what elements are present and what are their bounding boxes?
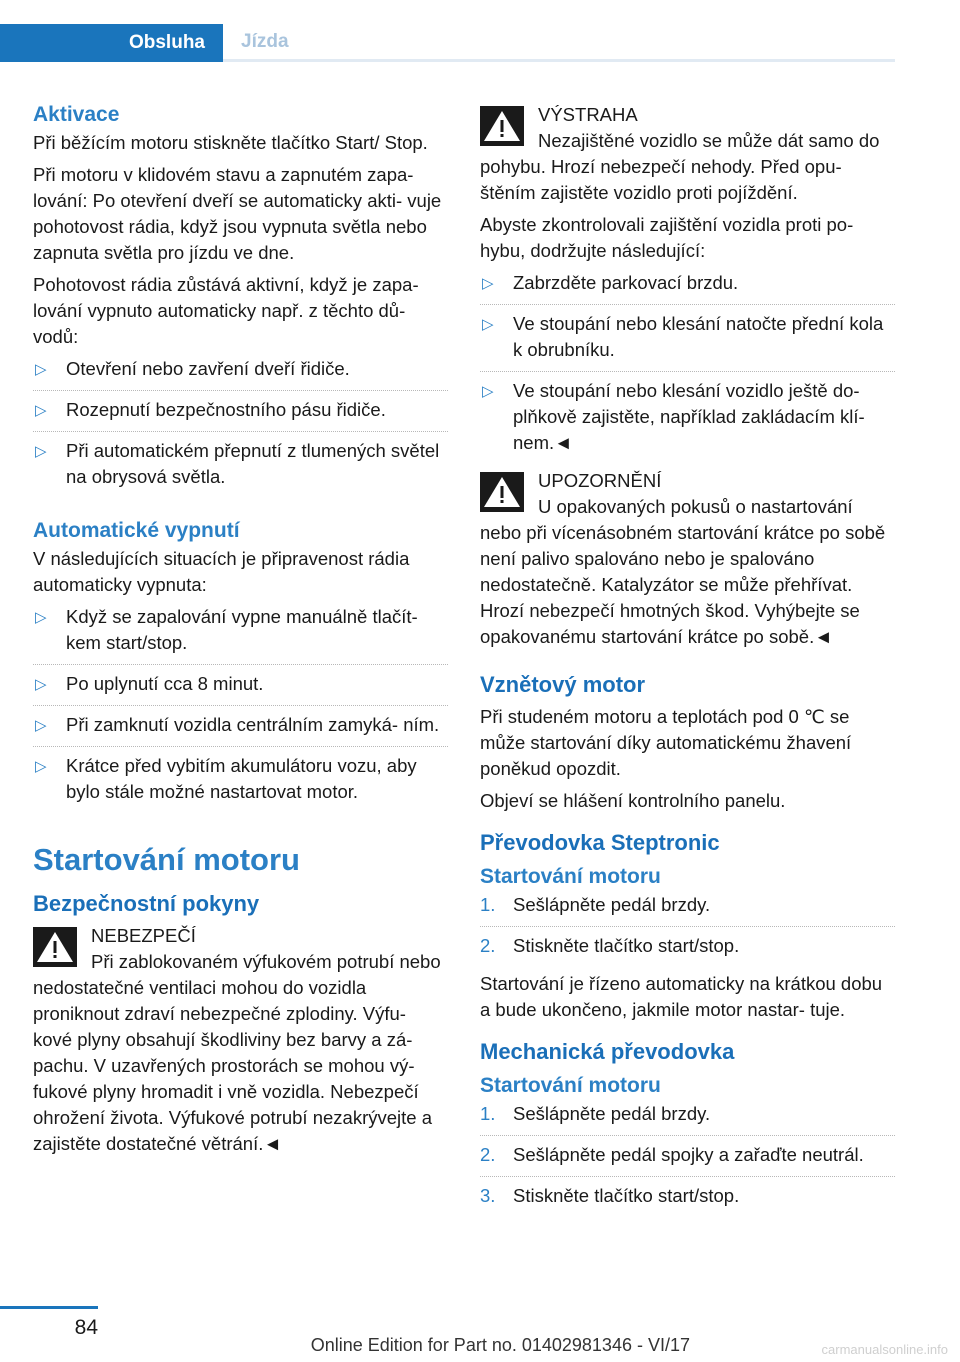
warning-triangle-icon (33, 927, 77, 967)
triangle-right-bullet-icon: ▷ (35, 676, 47, 693)
list-item: 2. Stiskněte tlačítko start/stop. (480, 926, 895, 965)
heading-aktivace: Aktivace (33, 103, 120, 126)
caution-notice (480, 468, 895, 650)
caution-title: UPOZORNĚNÍ (538, 470, 662, 491)
danger-title: NEBEZPEČÍ (91, 925, 196, 946)
triangle-right-bullet-icon: ▷ (35, 758, 47, 775)
left-column (33, 100, 448, 1163)
tab-jizda[interactable]: Jízda (223, 24, 895, 62)
paragraph: Pohotovost rádia zůstává aktivní, když je zapa‐ lování vypnuto automaticky např. z těchto dů‐ vodů: (33, 274, 419, 347)
right-column (480, 100, 895, 1221)
paragraph: V následujících situacích je připravenost rádia automaticky vypnuta: (33, 548, 410, 595)
numbered-list-manual (480, 1101, 895, 1215)
danger-notice (33, 923, 448, 1157)
triangle-right-bullet-icon: ▷ (35, 402, 47, 419)
paragraph: Abyste zkontrolovali zajištění vozidla proti po‐ hybu, dodržujte následující: (480, 214, 854, 261)
paragraph: Startování je řízeno automaticky na krátkou dobu a bude ukončeno, jakmile motor nastar‐ tuje. (480, 973, 883, 1020)
section-tabs (0, 24, 895, 62)
warning-title: VÝSTRAHA (538, 104, 638, 125)
list-item: ▷ Rozepnutí bezpečnostního pásu řidiče. (33, 390, 448, 429)
warning-triangle-icon (480, 472, 524, 512)
list-item: 1. Sešlápněte pedál brzdy. (480, 1103, 711, 1124)
list-item: 3. Stiskněte tlačítko start/stop. (480, 1176, 895, 1215)
triangle-right-bullet-icon: ▷ (35, 443, 47, 460)
heading-prevodovka-steptronic: Převodovka Steptronic (480, 830, 720, 855)
edition-note: Online Edition for Part no. 01402981346 - VI/17 (310, 1335, 690, 1355)
heading-automaticke-vypnuti: Automatické vypnutí (33, 519, 240, 542)
triangle-right-bullet-icon: ▷ (35, 609, 47, 626)
heading-mechanicka-prevodovka: Mechanická převodovka (480, 1039, 735, 1064)
triangle-right-bullet-icon: ▷ (35, 361, 47, 378)
paragraph: Při motoru v klidovém stavu a zapnutém zapa‐ lování: Po otevření dveří se automaticky akti‐ vuje pohotovost rádia, když jsou vypnuta světla nebo zapnuta světla pro jízdu ve dne. (33, 164, 442, 263)
triangle-right-bullet-icon: ▷ (482, 275, 494, 292)
triangle-right-bullet-icon: ▷ (35, 717, 47, 734)
tab-obsluha[interactable]: Obsluha (0, 24, 223, 62)
watermark: carmanualsonline.info (821, 1342, 948, 1357)
bullet-list-check (480, 270, 895, 462)
heading-vznetovy-motor: Vznětový motor (480, 672, 646, 697)
paragraph: Při běžícím motoru stiskněte tlačítko Start/ Stop. (33, 132, 428, 153)
heading-startovani-motoru: Startování motoru (33, 842, 300, 877)
list-item: ▷ Při automatickém přepnutí z tlumených světel na obrysová světla. (33, 431, 448, 496)
page-number: 84 (74, 1316, 98, 1339)
list-item: ▷ Krátce před vybitím akumulátoru vozu, aby bylo stále možné nastartovat motor. (33, 746, 448, 811)
paragraph: Objeví se hlášení kontrolního panelu. (480, 790, 786, 811)
bullet-list-aktivace (33, 356, 448, 496)
list-item: ▷ Otevření nebo zavření dveří řidiče. (33, 356, 448, 388)
list-item: ▷ Po uplynutí cca 8 minut. (33, 664, 448, 703)
list-item: ▷ Ve stoupání nebo klesání vozidlo ještě do‐ plňkově zajistěte, například zakládacím klí‐ nem.◄ (480, 371, 895, 462)
triangle-right-bullet-icon: ▷ (482, 383, 494, 400)
bullet-list-auto (33, 604, 448, 811)
list-item: ▷ Když se zapalování vypne manuálně tlačít‐ kem start/stop. (35, 606, 418, 653)
list-item: ▷ Ve stoupání nebo klesání natočte přední kola k obrubníku. (480, 304, 895, 369)
warning-triangle-icon (480, 106, 524, 146)
triangle-right-bullet-icon: ▷ (482, 316, 494, 333)
list-item: ▷ Zabrzděte parkovací brzdu. (480, 270, 895, 302)
heading-startovani-steptronic: Startování motoru (480, 865, 661, 888)
list-item: ▷ Při zamknutí vozidla centrálním zamyká‐ ním. (33, 705, 448, 744)
warning-notice (480, 102, 895, 206)
paragraph: Při studeném motoru a teplotách pod 0 ℃ se může startování díky automatickému žhavení poněkud opozdit. (480, 706, 852, 779)
footer-rule (0, 1306, 98, 1309)
list-item: 2. Sešlápněte pedál spojky a zařaďte neutrál. (480, 1135, 895, 1174)
warning-text: Nezajištěné vozidlo se může dát samo do pohybu. Hrozí nebezpečí nehody. Před opu‐ štěním zajistěte vozidlo proti pojíždění. (480, 130, 880, 203)
numbered-list-steptronic (480, 892, 895, 965)
caution-text: U opakovaných pokusů o nastartování nebo při vícenásobném startování krátce po sobě není palivo spalováno nebo je spalováno nedostatečně. Katalyzátor se může přehřívat. Hrozí nebezpečí hmotných škod. Vyhýbejte se opakovanému startování krátce po sobě.◄ (480, 496, 886, 647)
danger-text: Při zablokovaném výfukovém potrubí nebo nedostatečné ventilaci mohou do vozidla proniknout zdraví nebezpečné zplodiny. Výfu‐ kové plyny obsahují škodliviny bez barvy a zá‐ pachu. V uzavřených prostorách se mohou vý‐ fukové plyny hromadit i vně vozidla. Nebezpečí ohrožení života. Výfukové potrubí nezakrývejte a zajistěte dostatečné větrání.◄ (33, 951, 441, 1154)
heading-bezpecnostni-pokyny: Bezpečnostní pokyny (33, 891, 260, 916)
list-item: 1. Sešlápněte pedál brzdy. (480, 894, 711, 915)
heading-startovani-mechanicka: Startování motoru (480, 1074, 661, 1097)
